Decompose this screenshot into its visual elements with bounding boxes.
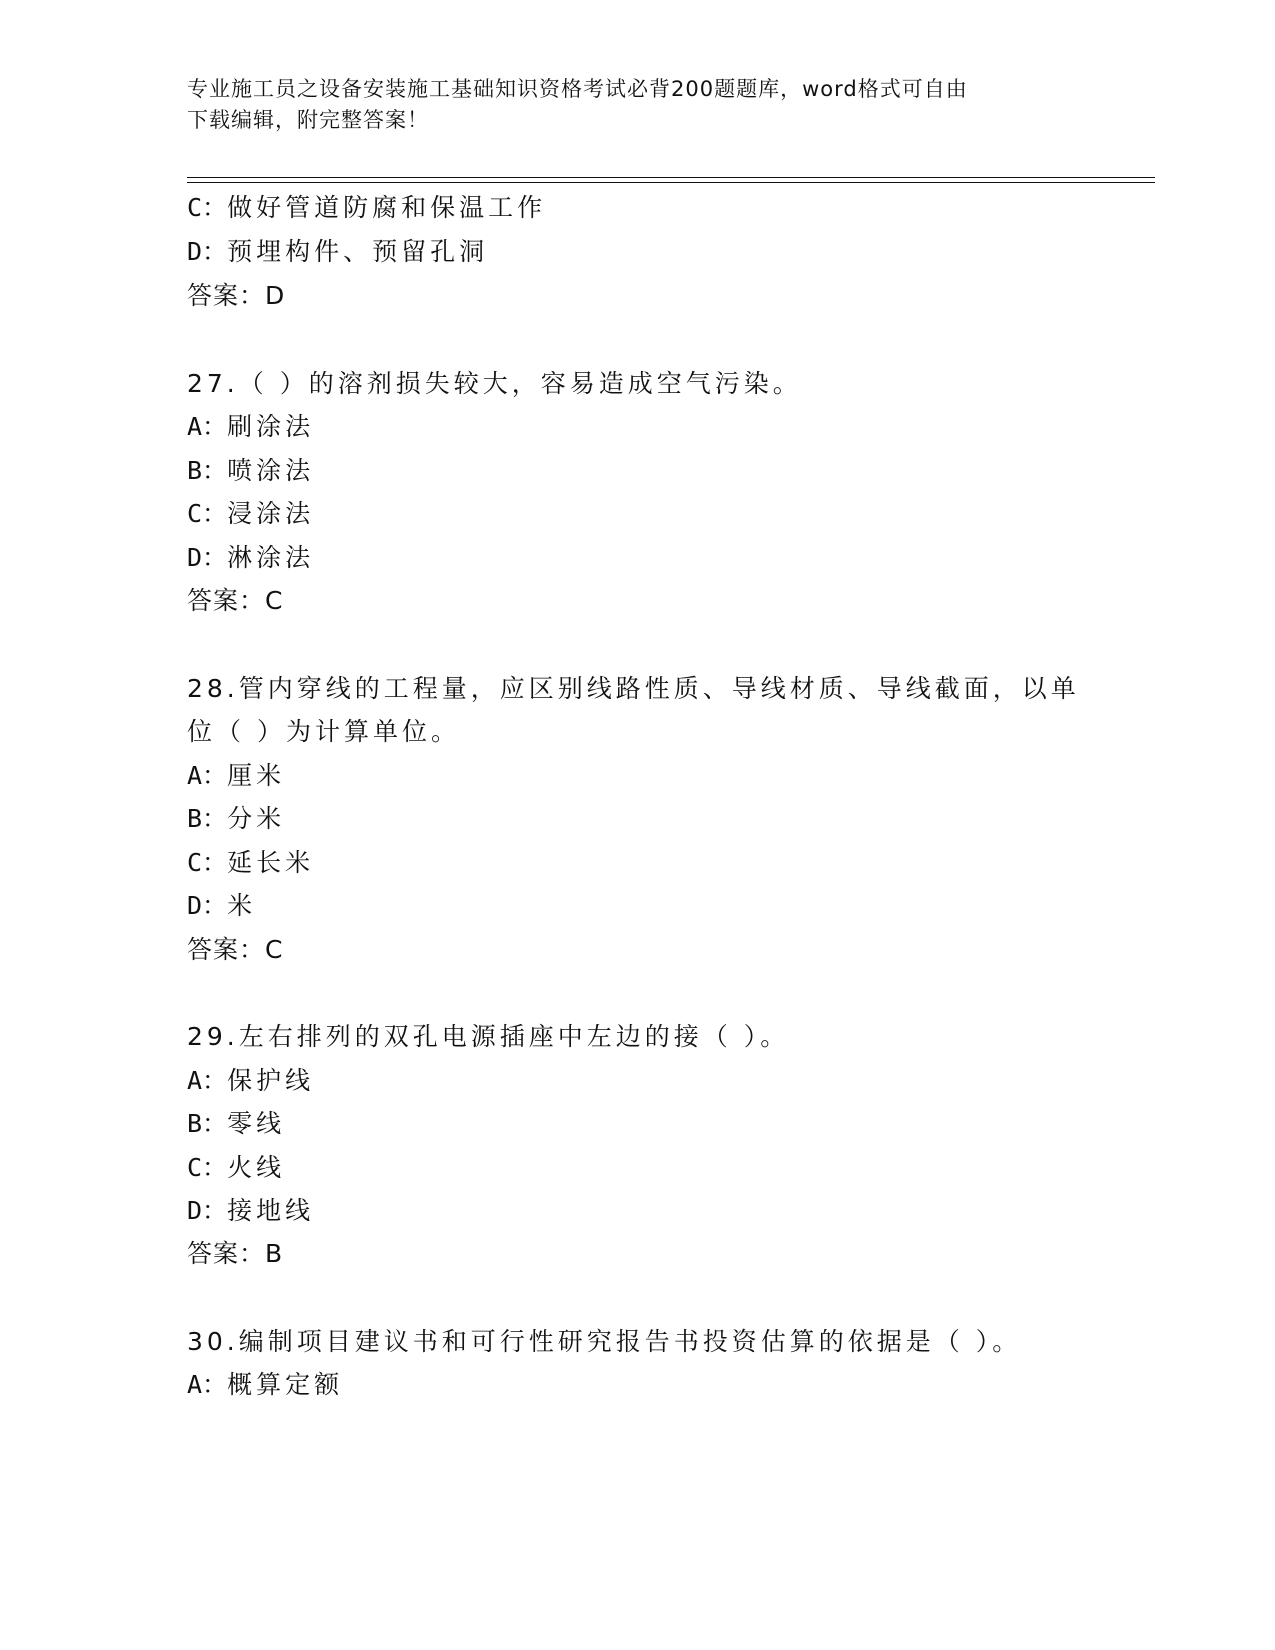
q29-option-b: B：零线	[187, 1109, 286, 1138]
question-27: 27.（ ）的溶剂损失较大，容易造成空气污染。	[187, 369, 802, 398]
q28-option-d: D：米	[187, 891, 257, 920]
q27-answer: 答案：C	[187, 586, 284, 615]
prev-option-d: D：预埋构件、预留孔洞	[187, 237, 489, 266]
q27-option-a: A：刷涂法	[187, 412, 315, 441]
header-line-1: 专业施工员之设备安装施工基础知识资格考试必背200题题库，word格式可自由	[187, 77, 968, 101]
document-header	[187, 74, 1077, 136]
q28-answer: 答案：C	[187, 935, 284, 964]
q27-option-c: C：浸涂法	[187, 499, 315, 528]
question-30: 30.编制项目建议书和可行性研究报告书投资估算的依据是（ ）。	[187, 1327, 1022, 1356]
prev-option-c: C：做好管道防腐和保温工作	[187, 193, 547, 222]
q30-option-a: A：概算定额	[187, 1370, 344, 1399]
header-rule-bottom	[187, 182, 1155, 183]
q29-option-c: C：火线	[187, 1153, 286, 1182]
q28-option-c: C：延长米	[187, 848, 315, 877]
prev-answer: 答案：D	[187, 281, 286, 310]
q29-option-d: D：接地线	[187, 1196, 315, 1225]
question-28-line-2: 位（ ）为计算单位。	[187, 717, 460, 746]
question-29: 29.左右排列的双孔电源插座中左边的接（ ）。	[187, 1022, 790, 1051]
q28-option-a: A：厘米	[187, 761, 286, 790]
q29-answer: 答案：B	[187, 1239, 284, 1268]
header-line-2: 下载编辑，附完整答案！	[187, 108, 429, 132]
q29-option-a: A：保护线	[187, 1066, 315, 1095]
question-28-line-1: 28.管内穿线的工程量，应区别线路性质、导线材质、导线截面，以单	[187, 674, 1080, 703]
q28-option-b: B：分米	[187, 804, 286, 833]
header-rule-top	[187, 177, 1155, 178]
q27-option-d: D：淋涂法	[187, 543, 315, 572]
q27-option-b: B：喷涂法	[187, 456, 315, 485]
